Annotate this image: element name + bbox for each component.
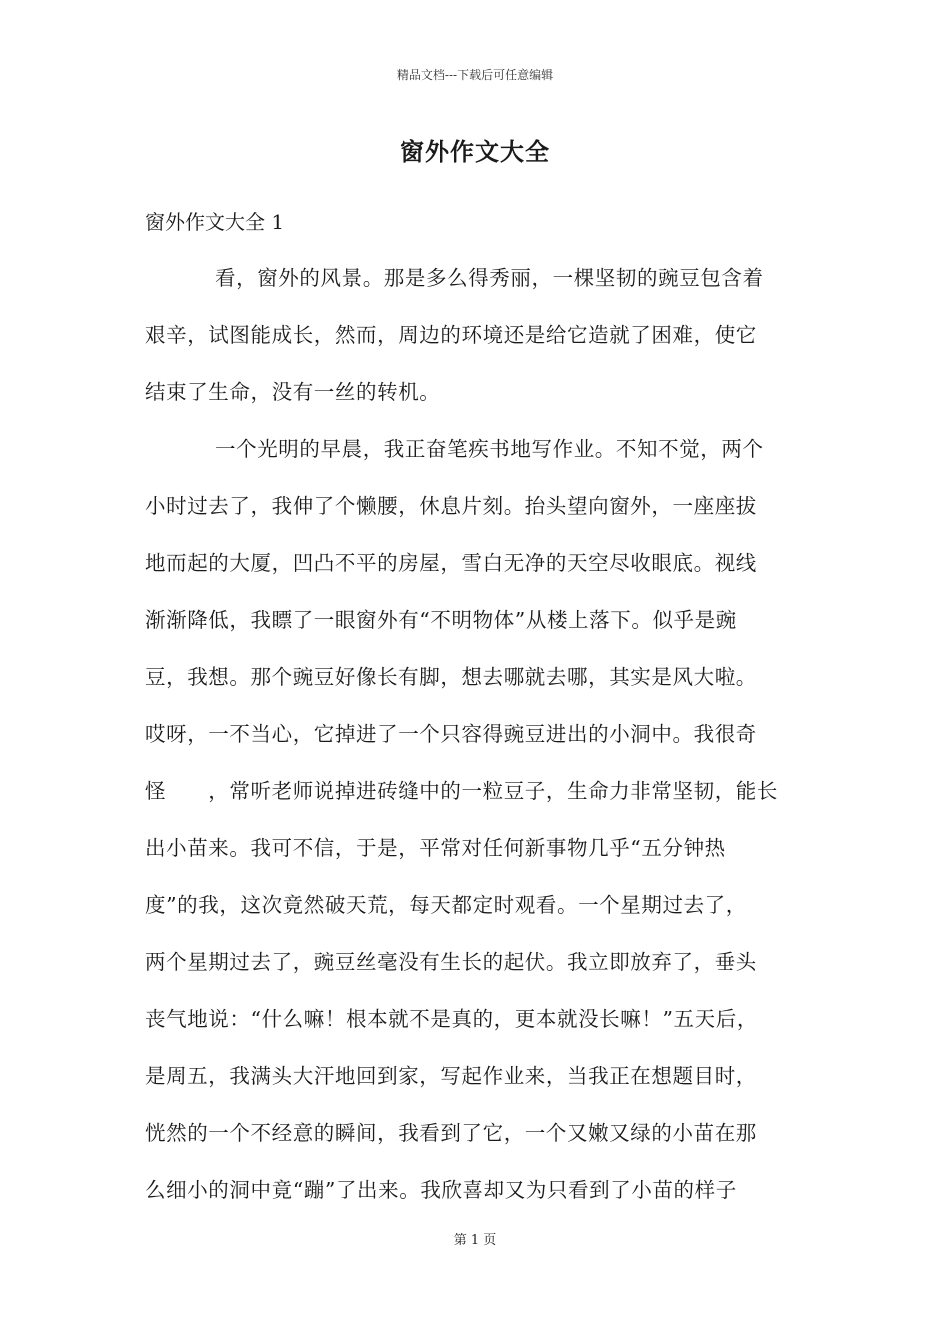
section-subtitle: 窗外作文大全 1 [145,210,285,234]
text-line: 怪 ，常听老师说掉进砖缝中的一粒豆子，生命力非常坚韧，能长 [145,779,778,803]
text-line: 看，窗外的风景。那是多么得秀丽，一棵坚韧的豌豆包含着 [215,266,764,290]
text-line: 小时过去了，我伸了个懒腰，休息片刻。抬头望向窗外，一座座拔 [145,494,757,518]
text-line: 结束了生命，没有一丝的转机。 [145,380,441,404]
page-number: 第 1 页 [453,1233,497,1248]
text-line: 渐渐降低，我瞟了一眼窗外有“不明物体”从楼上落下。似乎是豌 [145,608,737,632]
paragraph-1 [145,250,810,421]
text-line: 丧气地说：“什么嘛！根本就不是真的，更本就没长嘛！”五天后， [145,1007,758,1031]
text-line: 恍然的一个不经意的瞬间，我看到了它，一个又嫩又绿的小苗在那 [145,1121,757,1145]
text-line: 度”的我，这次竟然破天荒，每天都定时观看。一个星期过去了， [145,893,747,917]
text-line: 地而起的大厦，凹凸不平的房屋，雪白无净的天空尽收眼底。视线 [145,551,757,575]
document-title: 窗外作文大全 [400,137,550,166]
text-line: 豆，我想。那个豌豆好像长有脚，想去哪就去哪，其实是风大啦。 [145,665,757,689]
paragraph-2 [145,421,810,1219]
text-line: 哎呀，一不当心，它掉进了一个只容得豌豆进出的小洞中。我很奇 [145,722,757,746]
text-line: 么细小的洞中竟“蹦”了出来。我欣喜却又为只看到了小苗的样子 [145,1178,737,1202]
document-body [145,250,810,1219]
text-line: 出小苗来。我可不信，于是，平常对任何新事物几乎“五分钟热 [145,836,726,860]
page-header: 精品文档---下载后可任意编辑 [396,68,554,82]
text-line: 艰辛，试图能成长，然而，周边的环境还是给它造就了困难，使它 [145,323,757,347]
text-line: 两个星期过去了，豌豆丝毫没有生长的起伏。我立即放弃了，垂头 [145,950,757,974]
text-line: 是周五，我满头大汗地回到家，写起作业来，当我正在想题目时， [145,1064,757,1088]
text-line: 一个光明的早晨，我正奋笔疾书地写作业。不知不觉，两个 [215,437,764,461]
